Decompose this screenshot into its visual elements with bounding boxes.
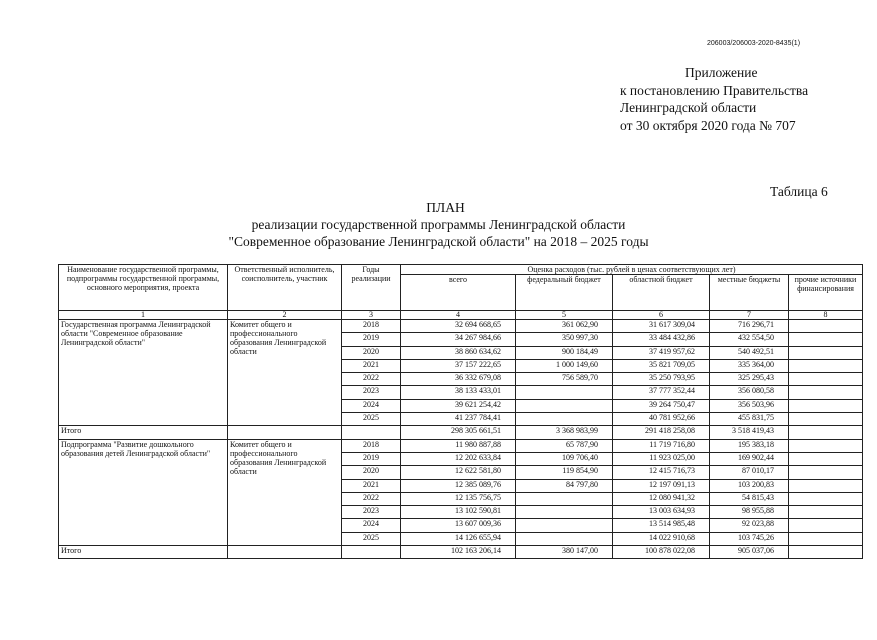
- column-number: 5: [516, 311, 613, 320]
- year-cell: 2018: [342, 439, 401, 452]
- empty-cell: [342, 546, 401, 559]
- total-cell: 12 385 089,76: [401, 479, 516, 492]
- empty-cell: [342, 426, 401, 439]
- year-cell: 2020: [342, 346, 401, 359]
- regional-cell: 13 003 634,93: [613, 506, 710, 519]
- year-cell: 2024: [342, 519, 401, 532]
- local-cell: 169 902,44: [710, 452, 789, 465]
- total-cell: 11 980 887,88: [401, 439, 516, 452]
- other-cell: [789, 413, 863, 426]
- regional-cell: 35 250 793,95: [613, 373, 710, 386]
- local-cell: 716 296,71: [710, 320, 789, 333]
- federal-cell: [516, 506, 613, 519]
- other-cell: [789, 532, 863, 545]
- federal-cell: 350 997,30: [516, 333, 613, 346]
- table-row: [59, 320, 863, 333]
- regional-cell: 39 264 750,47: [613, 399, 710, 412]
- total-cell: 102 163 206,14: [401, 546, 516, 559]
- local-cell: 335 364,00: [710, 359, 789, 372]
- year-cell: 2025: [342, 532, 401, 545]
- other-cell: [789, 399, 863, 412]
- year-cell: 2019: [342, 333, 401, 346]
- year-cell: 2018: [342, 320, 401, 333]
- local-cell: 98 955,88: [710, 506, 789, 519]
- regional-cell: 37 777 352,44: [613, 386, 710, 399]
- federal-cell: [516, 519, 613, 532]
- year-cell: 2025: [342, 413, 401, 426]
- total-label: Итого: [59, 546, 228, 559]
- appendix-line: Приложение: [685, 65, 758, 80]
- appendix-block: [620, 64, 808, 134]
- regional-cell: 35 821 709,05: [613, 359, 710, 372]
- total-cell: 38 860 634,62: [401, 346, 516, 359]
- header-executor: Ответственный исполнитель, соисполнитель, участник: [228, 265, 342, 311]
- column-number: 7: [710, 311, 789, 320]
- regional-cell: 31 617 309,04: [613, 320, 710, 333]
- federal-cell: 380 147,00: [516, 546, 613, 559]
- header-federal: федеральный бюджет: [516, 275, 613, 311]
- year-cell: 2023: [342, 386, 401, 399]
- federal-cell: 109 706,40: [516, 452, 613, 465]
- federal-cell: 3 368 983,99: [516, 426, 613, 439]
- empty-cell: [228, 426, 342, 439]
- regional-cell: 40 781 952,66: [613, 413, 710, 426]
- appendix-line: к постановлению Правительства: [620, 82, 809, 98]
- year-cell: 2021: [342, 359, 401, 372]
- year-cell: 2024: [342, 399, 401, 412]
- program-name: Государственная программа Ленинградской области "Современное образование Ленинградской области": [59, 320, 228, 426]
- total-label: Итого: [59, 426, 228, 439]
- local-cell: 87 010,17: [710, 466, 789, 479]
- local-cell: 540 492,51: [710, 346, 789, 359]
- total-cell: 32 694 668,65: [401, 320, 516, 333]
- program-name: Подпрограмма "Развитие дошкольного образования детей Ленинградской области": [59, 439, 228, 545]
- local-cell: 103 745,26: [710, 532, 789, 545]
- local-cell: 54 815,43: [710, 492, 789, 505]
- federal-cell: 361 062,90: [516, 320, 613, 333]
- regional-cell: 13 514 985,48: [613, 519, 710, 532]
- total-cell: 34 267 984,66: [401, 333, 516, 346]
- executor-name: Комитет общего и профессионального образования Ленинградской области: [228, 320, 342, 426]
- other-cell: [789, 439, 863, 452]
- column-number: 6: [613, 311, 710, 320]
- total-cell: 12 135 756,75: [401, 492, 516, 505]
- total-cell: 41 237 784,41: [401, 413, 516, 426]
- other-cell: [789, 466, 863, 479]
- federal-cell: 84 797,80: [516, 479, 613, 492]
- regional-cell: 100 878 022,08: [613, 546, 710, 559]
- regional-cell: 11 719 716,80: [613, 439, 710, 452]
- total-cell: 13 102 590,81: [401, 506, 516, 519]
- other-cell: [789, 320, 863, 333]
- title-line: реализации государственной программы Ленинградской области: [251, 217, 626, 232]
- total-cell: 14 126 655,94: [401, 532, 516, 545]
- year-cell: 2020: [342, 466, 401, 479]
- column-number: 3: [342, 311, 401, 320]
- total-cell: 39 621 254,42: [401, 399, 516, 412]
- total-cell: 13 607 009,36: [401, 519, 516, 532]
- local-cell: 356 503,96: [710, 399, 789, 412]
- local-cell: 3 518 419,43: [710, 426, 789, 439]
- total-cell: 36 332 679,08: [401, 373, 516, 386]
- total-row: [59, 546, 863, 559]
- total-cell: 298 305 661,51: [401, 426, 516, 439]
- total-row: [59, 426, 863, 439]
- other-cell: [789, 546, 863, 559]
- year-cell: 2019: [342, 452, 401, 465]
- header-total: всего: [401, 275, 516, 311]
- regional-cell: 12 197 091,13: [613, 479, 710, 492]
- header-other: прочие источники финансирования: [789, 275, 863, 311]
- column-number: 8: [789, 311, 863, 320]
- executor-name: Комитет общего и профессионального образования Ленинградской области: [228, 439, 342, 545]
- federal-cell: 756 589,70: [516, 373, 613, 386]
- appendix-line: Ленинградской области: [620, 100, 757, 115]
- local-cell: 103 200,83: [710, 479, 789, 492]
- local-cell: 92 023,88: [710, 519, 789, 532]
- column-number: 1: [59, 311, 228, 320]
- year-cell: 2022: [342, 373, 401, 386]
- table-label: Таблица 6: [770, 184, 828, 199]
- year-cell: 2021: [342, 479, 401, 492]
- column-number: 2: [228, 311, 342, 320]
- federal-cell: [516, 386, 613, 399]
- other-cell: [789, 492, 863, 505]
- regional-cell: 37 419 957,62: [613, 346, 710, 359]
- title-line: "Современное образование Ленинградской области" на 2018 – 2025 годы: [228, 234, 649, 249]
- regional-cell: 14 022 910,68: [613, 532, 710, 545]
- header-estimate: Оценка расходов (тыс. рублей в ценах соответствующих лет): [401, 265, 863, 275]
- empty-cell: [228, 546, 342, 559]
- federal-cell: 65 787,90: [516, 439, 613, 452]
- column-number: 4: [401, 311, 516, 320]
- title-line: ПЛАН: [426, 200, 465, 215]
- table-row: [59, 439, 863, 452]
- total-cell: 38 133 433,01: [401, 386, 516, 399]
- regional-cell: 12 080 941,32: [613, 492, 710, 505]
- other-cell: [789, 506, 863, 519]
- year-cell: 2023: [342, 506, 401, 519]
- federal-cell: 119 854,90: [516, 466, 613, 479]
- federal-cell: 900 184,49: [516, 346, 613, 359]
- document-id: 206003/206003-2020-8435(1): [707, 40, 801, 47]
- local-cell: 905 037,06: [710, 546, 789, 559]
- document-title: [0, 199, 877, 250]
- regional-cell: 291 418 258,08: [613, 426, 710, 439]
- local-cell: 325 295,43: [710, 373, 789, 386]
- header-name: Наименование государственной программы, подпрограммы государственной программы, основного мероприятия, проекта: [59, 265, 228, 311]
- federal-cell: [516, 413, 613, 426]
- other-cell: [789, 373, 863, 386]
- other-cell: [789, 426, 863, 439]
- header-local: местные бюджеты: [710, 275, 789, 311]
- total-cell: 37 157 222,65: [401, 359, 516, 372]
- regional-cell: 11 923 025,00: [613, 452, 710, 465]
- regional-cell: 33 484 432,86: [613, 333, 710, 346]
- total-cell: 12 202 633,84: [401, 452, 516, 465]
- appendix-line: от 30 октября 2020 года № 707: [620, 117, 796, 133]
- year-cell: 2022: [342, 492, 401, 505]
- local-cell: 432 554,50: [710, 333, 789, 346]
- local-cell: 455 831,75: [710, 413, 789, 426]
- other-cell: [789, 346, 863, 359]
- other-cell: [789, 333, 863, 346]
- federal-cell: 1 000 149,60: [516, 359, 613, 372]
- other-cell: [789, 452, 863, 465]
- federal-cell: [516, 532, 613, 545]
- header-regional: областной бюджет: [613, 275, 710, 311]
- other-cell: [789, 519, 863, 532]
- other-cell: [789, 479, 863, 492]
- federal-cell: [516, 492, 613, 505]
- local-cell: 356 080,58: [710, 386, 789, 399]
- other-cell: [789, 386, 863, 399]
- plan-table: [58, 264, 863, 559]
- federal-cell: [516, 399, 613, 412]
- total-cell: 12 622 581,80: [401, 466, 516, 479]
- local-cell: 195 383,18: [710, 439, 789, 452]
- header-years: Годы реализации: [342, 265, 401, 311]
- regional-cell: 12 415 716,73: [613, 466, 710, 479]
- other-cell: [789, 359, 863, 372]
